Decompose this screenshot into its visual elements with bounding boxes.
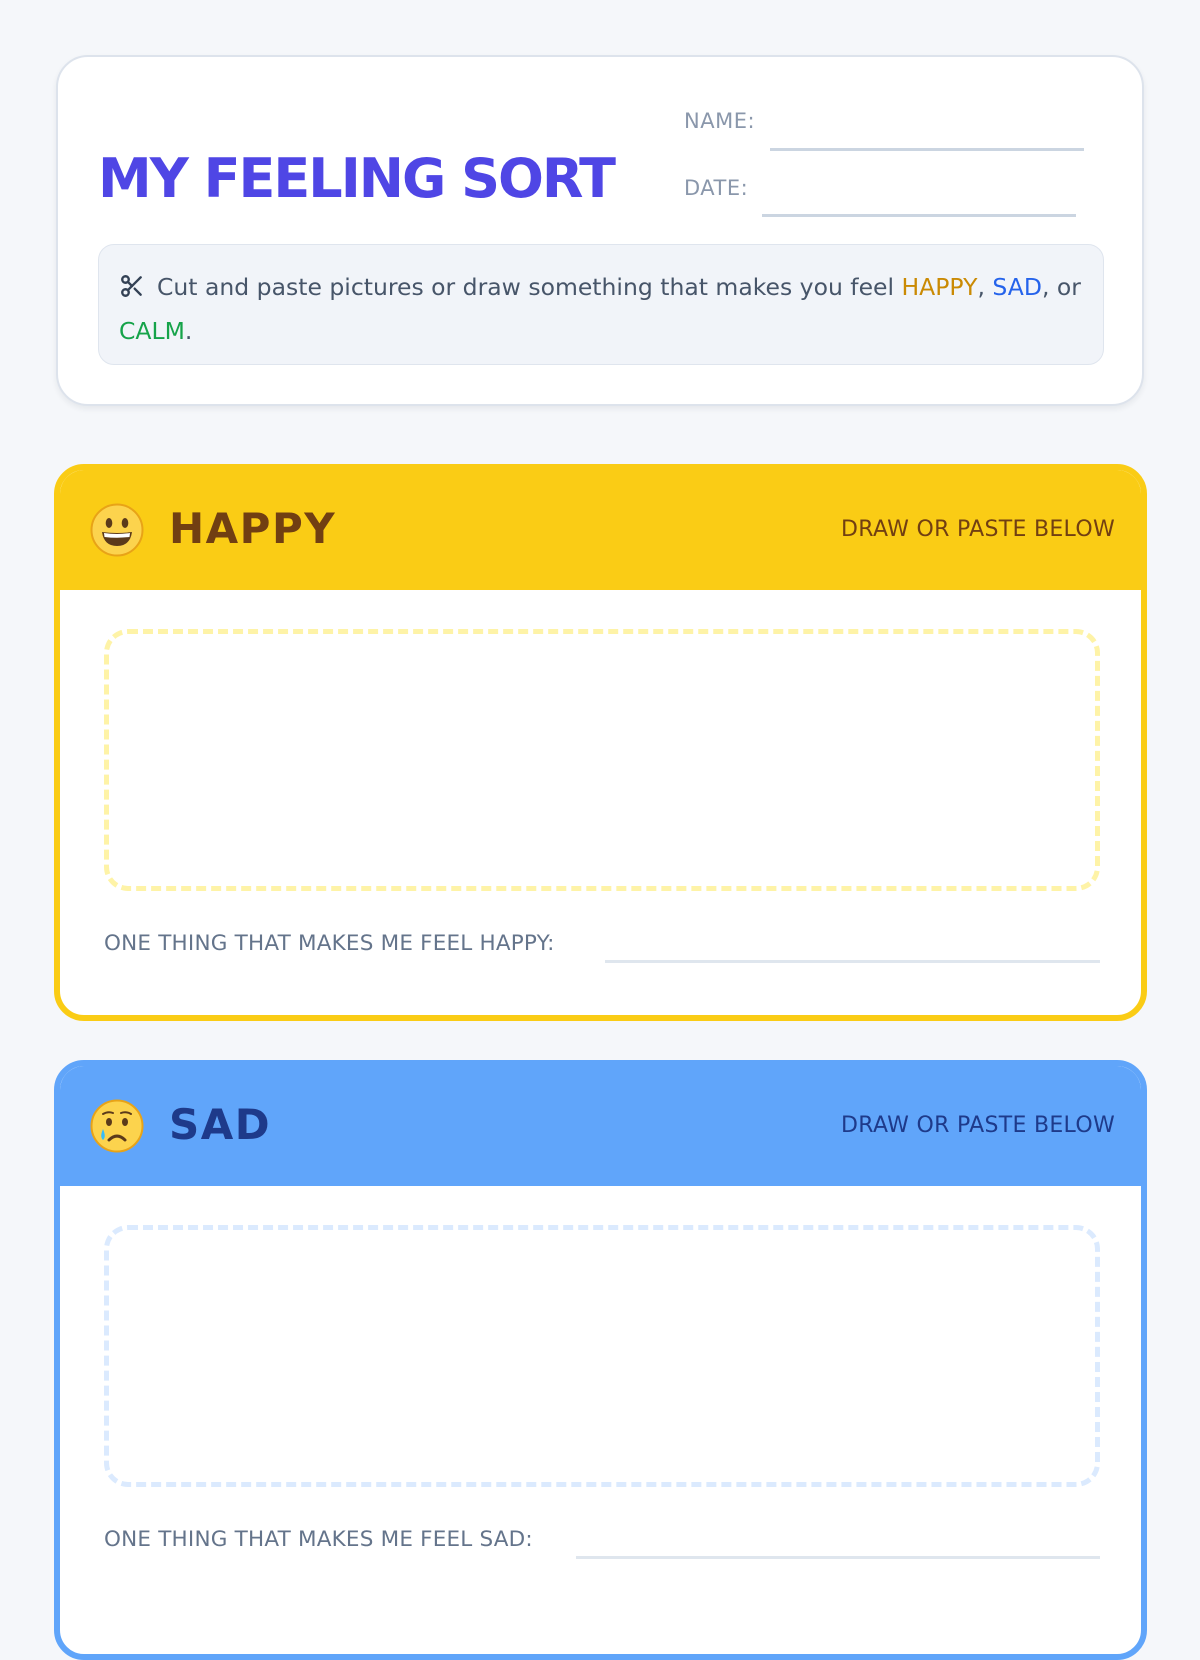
keyword-calm: CALM — [119, 317, 185, 345]
sad-prompt-label: ONE THING THAT MAKES ME FEEL SAD: — [104, 1527, 533, 1552]
date-field[interactable] — [762, 214, 1076, 217]
crying-face-icon — [90, 1099, 144, 1153]
happy-title: HAPPY — [169, 504, 337, 553]
sad-header-band — [60, 1066, 1141, 1186]
instructions-comma-or: , or — [1041, 273, 1081, 301]
happy-drop-zone[interactable] — [104, 629, 1100, 891]
name-label: NAME: — [684, 109, 756, 133]
sad-title: SAD — [169, 1100, 272, 1149]
sad-draw-hint: DRAW OR PASTE BELOW — [841, 1113, 1115, 1138]
name-field[interactable] — [770, 148, 1084, 151]
instructions-period: . — [184, 317, 193, 345]
sad-drop-zone[interactable] — [104, 1225, 1100, 1487]
grinning-face-icon — [90, 503, 144, 557]
worksheet-header-card — [56, 55, 1144, 406]
happy-section — [54, 464, 1147, 1021]
instructions-box — [98, 244, 1104, 365]
scissors-icon — [119, 271, 145, 311]
instructions-comma: , — [977, 273, 985, 301]
date-label: DATE: — [684, 176, 749, 200]
sad-answer-field[interactable] — [576, 1556, 1100, 1559]
keyword-sad: SAD — [992, 273, 1042, 301]
happy-answer-field[interactable] — [605, 960, 1100, 963]
happy-draw-hint: DRAW OR PASTE BELOW — [841, 517, 1115, 542]
instructions-text: Cut and paste pictures or draw something that makes you feel — [157, 273, 895, 301]
happy-prompt-label: ONE THING THAT MAKES ME FEEL HAPPY: — [104, 931, 555, 956]
keyword-happy: HAPPY — [901, 273, 978, 301]
happy-header-band — [60, 470, 1141, 590]
page-title: MY FEELING SORT — [98, 147, 614, 210]
sad-section — [54, 1060, 1147, 1660]
